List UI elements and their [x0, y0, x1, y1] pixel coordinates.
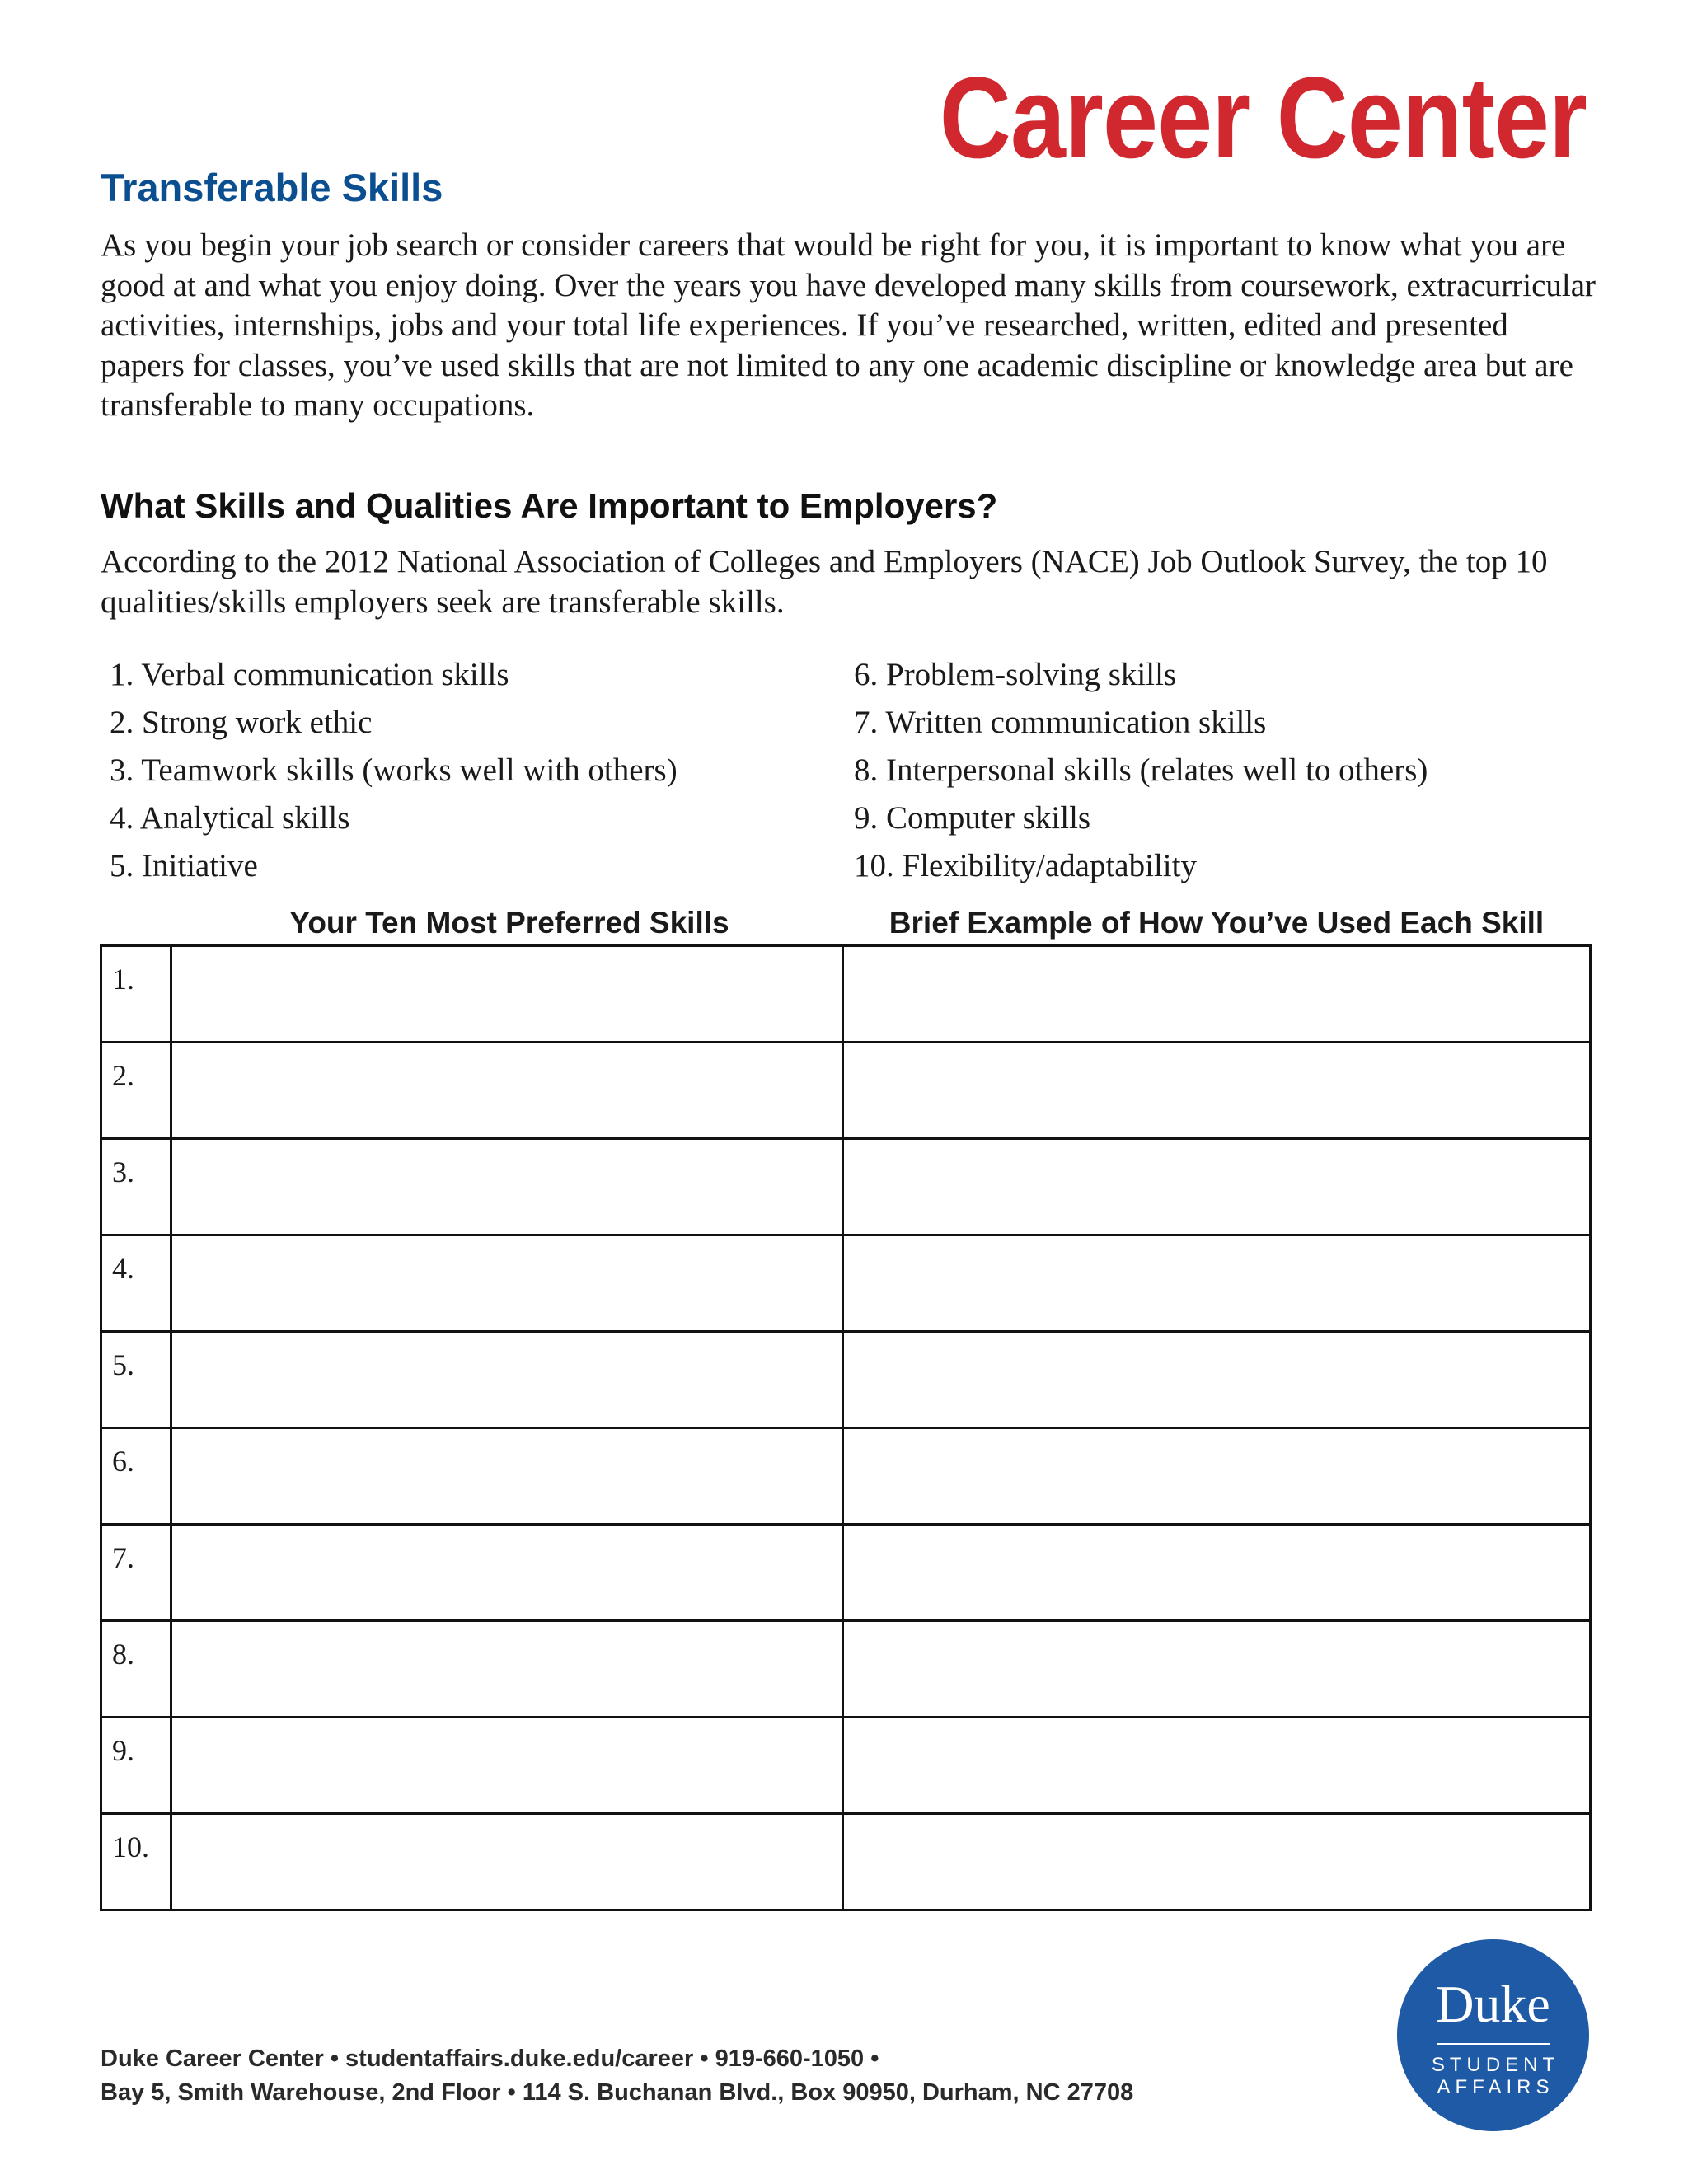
footer-contact: [101, 2042, 1133, 2110]
row-number: 4.: [101, 1235, 171, 1332]
skill-cell[interactable]: [171, 1235, 843, 1332]
table-row: [101, 1718, 1591, 1814]
logo-wordmark: Duke: [1436, 1975, 1550, 2033]
skill-cell[interactable]: [171, 946, 843, 1043]
row-number: 3.: [101, 1139, 171, 1235]
logo-divider: [1437, 2043, 1550, 2045]
logo-subtitle-line-2: AFFAIRS: [1437, 2076, 1554, 2098]
skill-item: 9. Computer skills: [854, 800, 1091, 836]
row-number: 9.: [101, 1718, 171, 1814]
skills-list-right: [854, 651, 1428, 890]
table-row: [101, 1043, 1591, 1139]
table-row: [101, 1235, 1591, 1332]
skill-item: 6. Problem-solving skills: [854, 657, 1177, 692]
skill-item: 4. Analytical skills: [110, 800, 350, 836]
table-row: [101, 1621, 1591, 1718]
skill-item: 7. Written communication skills: [854, 705, 1267, 740]
section-paragraph: According to the 2012 National Association of Colleges and Employers (NACE) Job Outlook Survey, the top 10 qualities/skills employers seek are transferable skills.: [101, 544, 1548, 620]
skill-item: 5. Initiative: [110, 848, 258, 883]
skill-cell[interactable]: [171, 1428, 843, 1525]
brand-title: Career Center: [939, 53, 1587, 182]
skill-item: 10. Flexibility/adaptability: [854, 848, 1197, 883]
skill-cell[interactable]: [171, 1043, 843, 1139]
row-number: 2.: [101, 1043, 171, 1139]
skill-cell[interactable]: [171, 1525, 843, 1621]
skill-cell[interactable]: [171, 1332, 843, 1428]
example-cell[interactable]: [843, 1235, 1591, 1332]
example-cell[interactable]: [843, 1718, 1591, 1814]
skill-item: 3. Teamwork skills (works well with others): [110, 752, 678, 788]
row-number: 10.: [101, 1814, 171, 1910]
skill-item: 1. Verbal communication skills: [110, 657, 509, 692]
duke-student-affairs-logo: [1397, 1939, 1589, 2131]
logo-subtitle-line-1: STUDENT: [1431, 2054, 1560, 2076]
row-number: 5.: [101, 1332, 171, 1428]
table-row: [101, 1139, 1591, 1235]
skill-cell[interactable]: [171, 1814, 843, 1910]
example-cell[interactable]: [843, 1621, 1591, 1718]
skill-cell[interactable]: [171, 1139, 843, 1235]
column-header-examples: Brief Example of How You’ve Used Each Skill: [889, 906, 1545, 940]
column-header-skills: Your Ten Most Preferred Skills: [289, 906, 729, 940]
example-cell[interactable]: [843, 1332, 1591, 1428]
footer-line-2: Bay 5, Smith Warehouse, 2nd Floor • 114 S. Buchanan Blvd., Box 90950, Durham, NC 27708: [101, 2079, 1134, 2106]
row-number: 1.: [101, 946, 171, 1043]
table-row: [101, 946, 1591, 1043]
table-row: [101, 1332, 1591, 1428]
example-cell[interactable]: [843, 1139, 1591, 1235]
intro-paragraph: As you begin your job search or consider careers that would be right for you, it is important to know what you are good at and what you enjoy doing. Over the years you have developed many skills from coursework, extracurricular activities, internships, jobs and your total life experiences. If you’ve researched, written, edited and presented papers for classes, you’ve used skills that are not limited to any one academic discipline or knowledge area but are transferable to many occupations.: [101, 227, 1597, 423]
example-cell[interactable]: [843, 1043, 1591, 1139]
row-number: 6.: [101, 1428, 171, 1525]
table-row: [101, 1428, 1591, 1525]
table-row: [101, 1525, 1591, 1621]
skills-list-left: [110, 651, 678, 890]
example-cell[interactable]: [843, 1525, 1591, 1621]
table-row: [101, 1814, 1591, 1910]
row-number: 7.: [101, 1525, 171, 1621]
skills-worksheet-table: [100, 944, 1592, 1911]
footer-line-1: Duke Career Center • studentaffairs.duke.edu/career • 919-660-1050 •: [101, 2046, 879, 2072]
row-number: 8.: [101, 1621, 171, 1718]
skill-item: 8. Interpersonal skills (relates well to others): [854, 752, 1428, 788]
example-cell[interactable]: [843, 1814, 1591, 1910]
skill-cell[interactable]: [171, 1718, 843, 1814]
section-heading: What Skills and Qualities Are Important to Employers?: [101, 486, 998, 525]
skill-cell[interactable]: [171, 1621, 843, 1718]
example-cell[interactable]: [843, 946, 1591, 1043]
skill-item: 2. Strong work ethic: [110, 705, 373, 740]
example-cell[interactable]: [843, 1428, 1591, 1525]
page-title: Transferable Skills: [101, 166, 443, 209]
